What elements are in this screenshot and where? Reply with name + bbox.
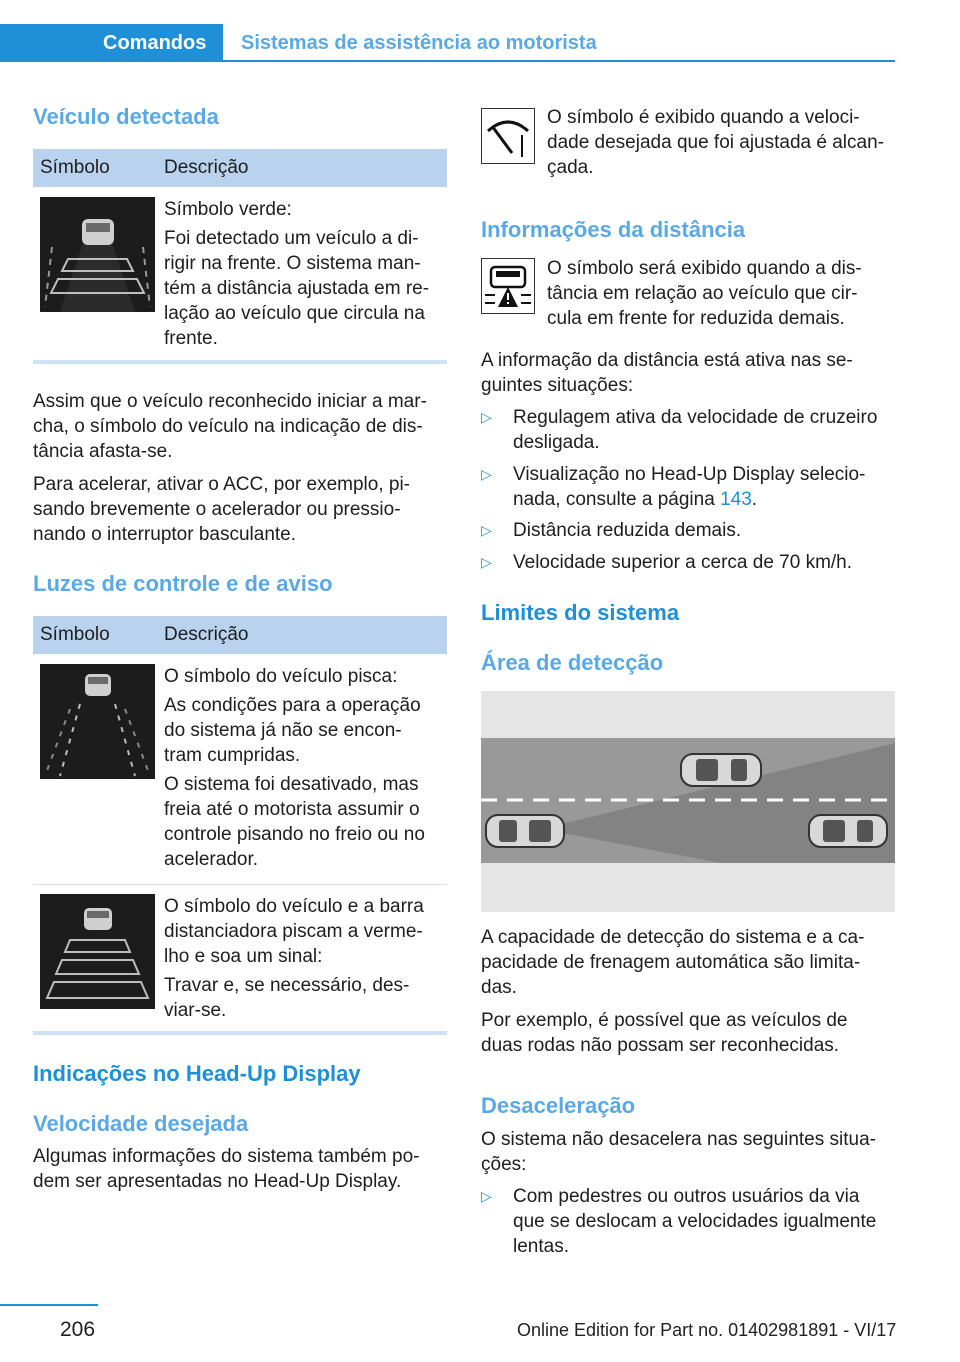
vehicle-detected-symbol bbox=[40, 197, 155, 312]
heading-deceleration: Desaceleração bbox=[481, 1093, 636, 1118]
table1-col-symbol: Símbolo bbox=[40, 157, 110, 178]
bullet-triangle-icon: ▷ bbox=[481, 1188, 492, 1204]
page-link[interactable]: 143 bbox=[720, 489, 752, 510]
vehicle-flashing-symbol bbox=[40, 664, 155, 779]
table2-row-divider bbox=[33, 884, 447, 885]
paragraph-detection-capacity: A capacidade de detecção do sistema e a ca- pacidade de frenagem automática são limita- das. bbox=[481, 927, 865, 998]
detection-area-illustration bbox=[481, 691, 895, 912]
paragraph-accelerate: Para acelerar, ativar o ACC, por exemplo, pi- sando brevemente o acelerador ou pressio- nando o interruptor basculante. bbox=[33, 474, 411, 545]
bullet-triangle-icon: ▷ bbox=[481, 522, 492, 538]
table2-row1-desc: O símbolo do veículo pisca: As condições para a operação do sistema já não se encon- tram cumpridas. O sistema foi desativado, mas freia até o motorista assumir o controle pisando no freio ou no acelerador. bbox=[164, 666, 425, 870]
paragraph-two-wheelers: Por exemplo, é possível que as veículos de duas rodas não possam ser reconhecidas. bbox=[481, 1010, 848, 1056]
table2-header bbox=[33, 616, 447, 654]
heading-vehicle-detected: Veículo detectada bbox=[33, 104, 219, 129]
car-warning-triangle-icon bbox=[482, 259, 534, 313]
paragraph-distance-active: A informação da distância está ativa nas se- guintes situações: bbox=[481, 350, 853, 396]
section-title[interactable]: Sistemas de assistência ao motorista bbox=[241, 32, 597, 54]
table2-col-symbol: Símbolo bbox=[40, 624, 110, 645]
heading-desired-speed: Velocidade desejada bbox=[33, 1111, 249, 1136]
paragraph-deceleration: O sistema não desacelera nas seguintes situa- ções: bbox=[481, 1129, 876, 1175]
car-distance-bar-icon bbox=[40, 894, 155, 1009]
heading-distance-info: Informações da distância bbox=[481, 217, 746, 242]
table1-header bbox=[33, 149, 447, 187]
speed-reached-symbol bbox=[481, 108, 535, 164]
distance-warning-symbol bbox=[481, 258, 535, 314]
own-car-icon bbox=[486, 815, 564, 847]
heading-detection-area: Área de detecção bbox=[481, 650, 664, 675]
paragraph-hud-info: Algumas informações do sistema também po- dem ser apresentadas no Head-Up Display. bbox=[33, 1146, 420, 1192]
footer-rule bbox=[0, 1304, 98, 1306]
speedometer-icon bbox=[482, 109, 534, 163]
table2-col-description: Descrição bbox=[164, 624, 249, 645]
page-number: 206 bbox=[60, 1318, 96, 1341]
chapter-tab[interactable] bbox=[0, 24, 223, 62]
table2-end-rule bbox=[33, 1031, 447, 1035]
paragraph-vehicle-start: Assim que o veículo reconhecido iniciar a mar- cha, o símbolo do veículo na indicação de dis- tância afasta-se. bbox=[33, 391, 427, 462]
vehicle-red-warning-symbol bbox=[40, 894, 155, 1009]
table1-col-description: Descrição bbox=[164, 157, 249, 178]
speed-symbol-desc: O símbolo é exibido quando a veloci- dade desejada que foi ajustada é alcan- çada. bbox=[547, 107, 884, 178]
car-ahead-left-lane-icon bbox=[681, 754, 761, 786]
bullet-triangle-icon: ▷ bbox=[481, 554, 492, 570]
bullet-triangle-icon: ▷ bbox=[481, 409, 492, 425]
table1-end-rule bbox=[33, 360, 447, 364]
edition-note: Online Edition for Part no. 01402981891 - VI/17 bbox=[517, 1320, 897, 1340]
detection-diagram bbox=[481, 691, 895, 912]
car-lane-flashing-icon bbox=[40, 664, 155, 779]
chapter-tab-label: Comandos bbox=[103, 32, 207, 54]
distance-symbol-desc: O símbolo será exibido quando a dis- tância em relação ao veículo que cir- cula em frente for reduzida demais. bbox=[547, 258, 862, 329]
heading-hud: Indicações no Head-Up Display bbox=[33, 1061, 361, 1086]
bullet-triangle-icon: ▷ bbox=[481, 466, 492, 482]
heading-warning-lights: Luzes de controle e de aviso bbox=[33, 571, 333, 596]
car-lane-green-icon bbox=[40, 197, 155, 312]
heading-system-limits: Limites do sistema bbox=[481, 600, 680, 625]
car-ahead-same-lane-icon bbox=[809, 815, 887, 847]
table2-row2-desc: O símbolo do veículo e a barra distanciadora piscam a verme- lho e soa um sinal: Travar e, se necessário, des- viar-se. bbox=[164, 896, 424, 1021]
table1-row1-desc: Símbolo verde: Foi detectado um veículo a di- rigir na frente. O sistema man- tém a distância ajustada em re- lação ao veículo que circula na frente. bbox=[164, 199, 430, 349]
